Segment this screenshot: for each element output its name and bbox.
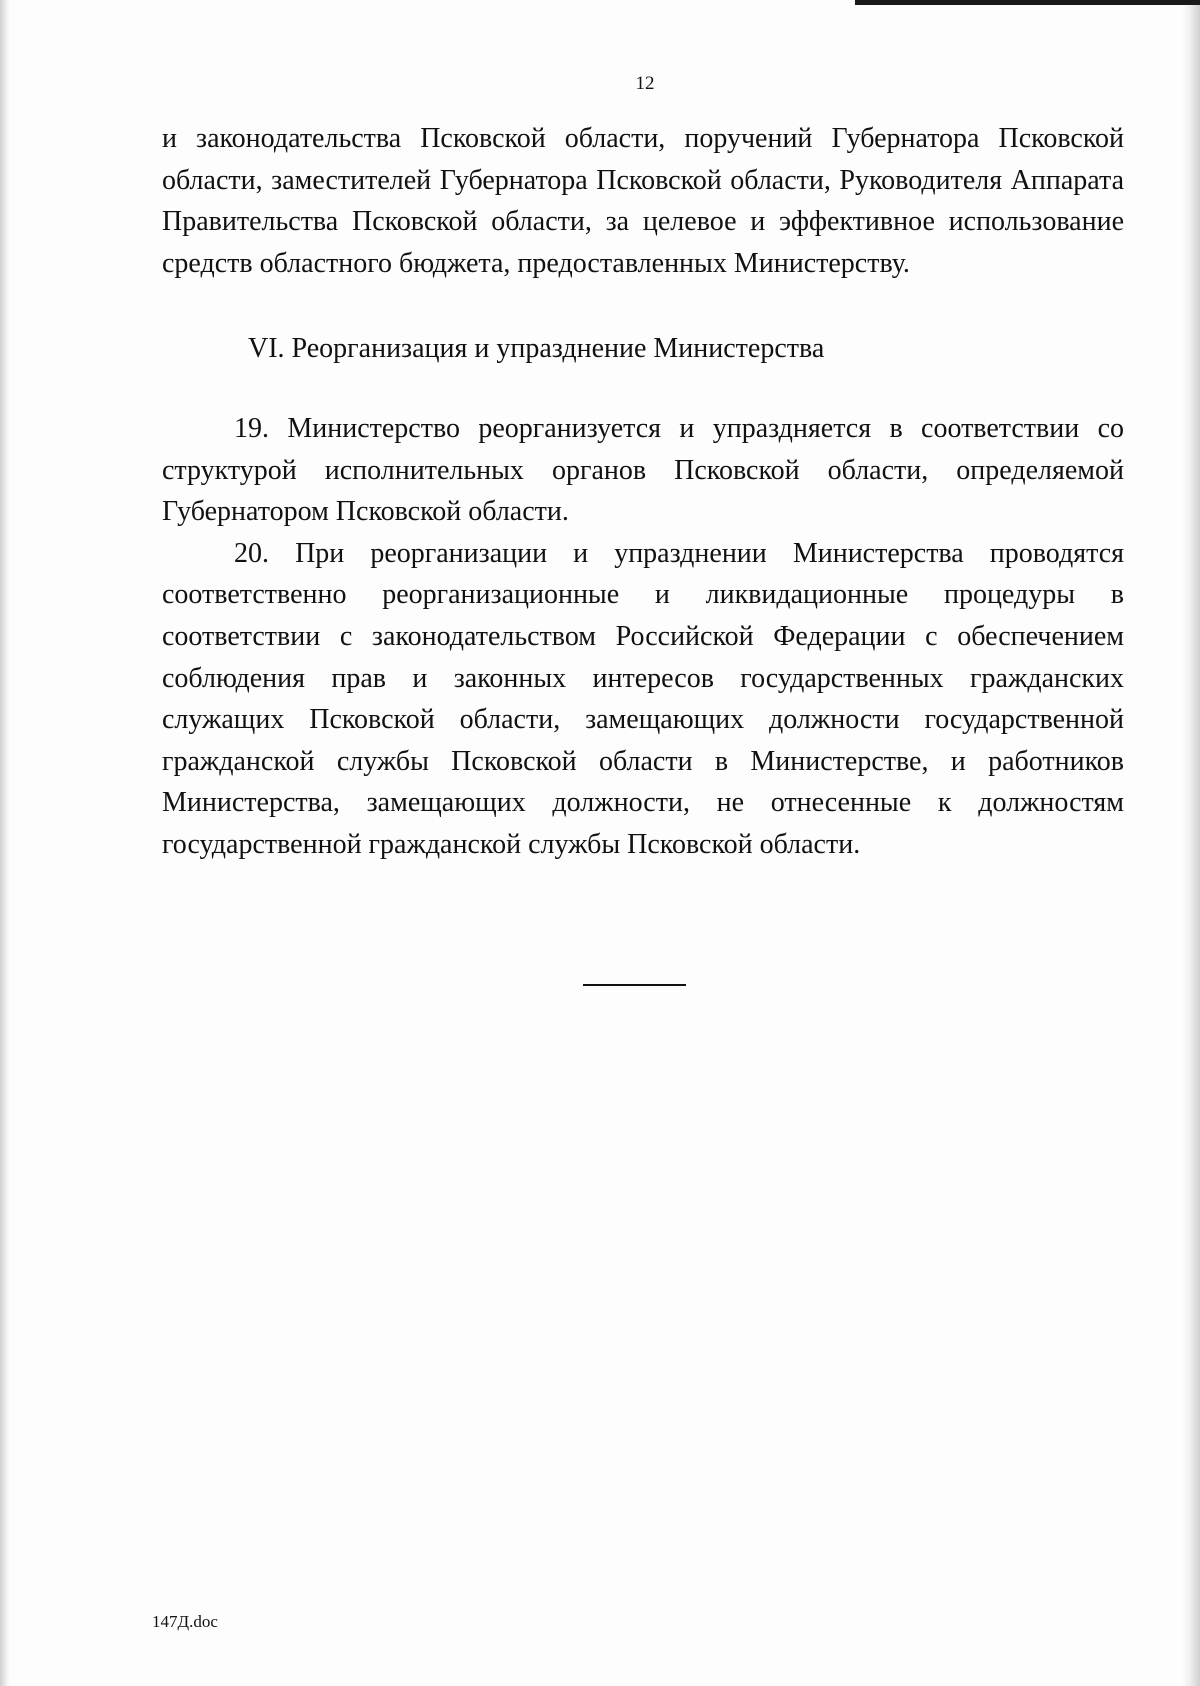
scan-edge-left: [0, 0, 10, 1686]
paragraph-19: 19. Министерство реорганизуется и упраздняется в соответствии со структурой исполнительных органов Псковской области, определяемой Губернатором Псковской области.: [162, 412, 1124, 528]
section-heading: VI. Реорганизация и упразднение Министерства: [248, 333, 825, 365]
end-of-document-rule: [583, 984, 686, 986]
footer-file-name: 147Д.doc: [152, 1612, 218, 1631]
paragraph-20: 20. При реорганизации и упразднении Министерства проводятся соответственно реорганизационные и ликвидационные процедуры в соответствии с законодательством Российской Федерации с обеспечением соблюдения прав и законных интересов государственных гражданских служащих Псковской области, замещающих должности государственной гражданской службы Псковской области в Министерстве, и работников Министерства, замещающих должности, не отнесенные к должностям государственной гражданской службы Псковской области.: [162, 537, 1124, 860]
paragraph-continuation: и законодательства Псковской области, поручений Губернатора Псковской области, заместителей Губернатора Псковской области, Руководителя Аппарата Правительства Псковской области, за целевое и эффективное использование средств областного бюджета, предоставленных Министерству.: [162, 123, 1124, 279]
scan-top-bar: [855, 0, 1200, 5]
scan-edge-right: [1182, 0, 1200, 1686]
document-body: [162, 118, 1124, 986]
page-number: 12: [635, 73, 655, 94]
